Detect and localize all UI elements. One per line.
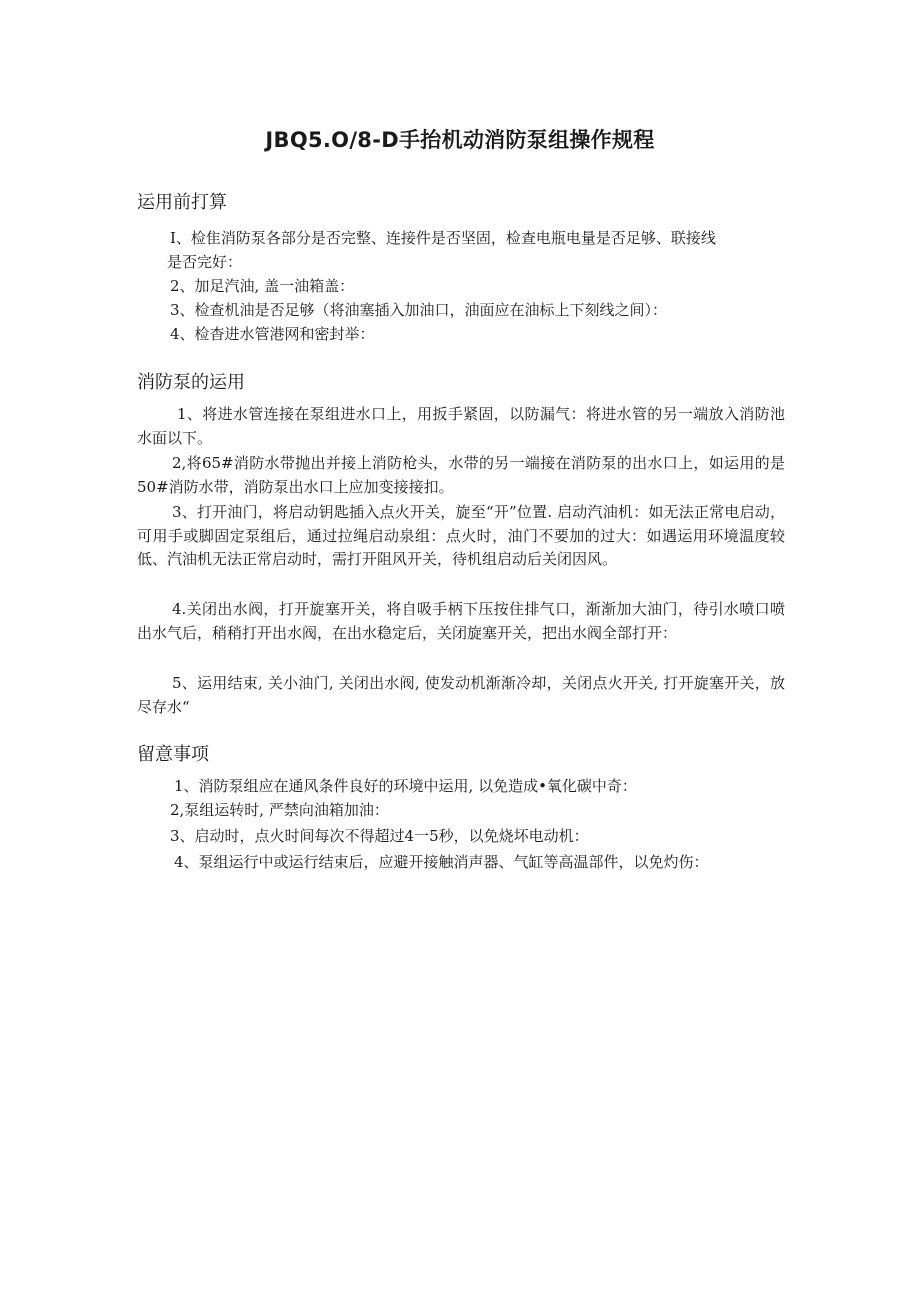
list-item: 3、启动时，点火时间每次不得超过4一5秒，以免烧坏电动机： bbox=[170, 827, 589, 845]
paragraph: 3、打开油门，将启动钥匙插入点火开关，旋至“开”位置. 启动汽油机：如无法正常电启动，可用手或脚固定泵组后，通过拉绳启动泉组：点火时，油门不要加的过大：如遇运用环境温度较低、汽油机无法正常启动时，需打开阻风开关，待机组启动后关闭因风。 bbox=[137, 503, 785, 568]
section-heading-notes: 留意事项 bbox=[137, 744, 209, 765]
list-item: 4、泵组运行中或运行结束后，应避开接触消声器、气缸等高温部件，以免灼伤： bbox=[174, 853, 709, 871]
paragraph: 5、运用结束, 关小油门, 关闭出水阀, 使发动机渐渐冷却，关闭点火开关, 打开旋塞开关，放尽存水“ bbox=[137, 674, 785, 716]
list-item: 3、检查机油是否足够（将油塞插入加油口，油面应在油标上下刻线之间）： bbox=[170, 301, 668, 319]
list-item: 2、加足汽油, 盖一油箱盖： bbox=[170, 277, 355, 295]
document-title: JBQ5.O/8-D手抬机动消防泵组操作规程 bbox=[265, 128, 655, 152]
list-item-continuation: 是否完好： bbox=[167, 253, 243, 271]
paragraph: 1、将进水管连接在泵组进水口上，用扳手紧固，以防漏气：将进水管的另一端放入消防池水面以下。 bbox=[137, 405, 785, 447]
list-item: I、检隹消防泵各部分是否完整、连接件是否坚固，检查电瓶电量是否足够、联接线 bbox=[170, 229, 716, 247]
list-item: 4、检杳进水管港网和密封举： bbox=[170, 325, 375, 343]
list-item: 1、消防泵组应在通风条件良好的环境中运用, 以免造成•氧化碳中奇： bbox=[174, 777, 637, 795]
section-heading-pump-use: 消防泵的运用 bbox=[137, 372, 245, 393]
section-heading-before-use: 运用前打算 bbox=[137, 192, 227, 213]
paragraph: 2,将65#消防水带抛出并接上消防枪头，水带的另一端接在消防泵的出水口上，如运用的是50#消防水带，消防泵出水口上应加变接接扣。 bbox=[137, 454, 785, 496]
paragraph: 4.关闭出水阀，打开旋塞开关，将自吸手柄下压按住排气口，渐渐加大油门，待引水喷口喷出水气后，稍稍打开出水阀，在出水稳定后，关闭旋塞开关，把出水阀全部打开： bbox=[137, 600, 785, 642]
list-item: 2,泵组运转时, 严禁向油箱加油： bbox=[170, 801, 389, 819]
